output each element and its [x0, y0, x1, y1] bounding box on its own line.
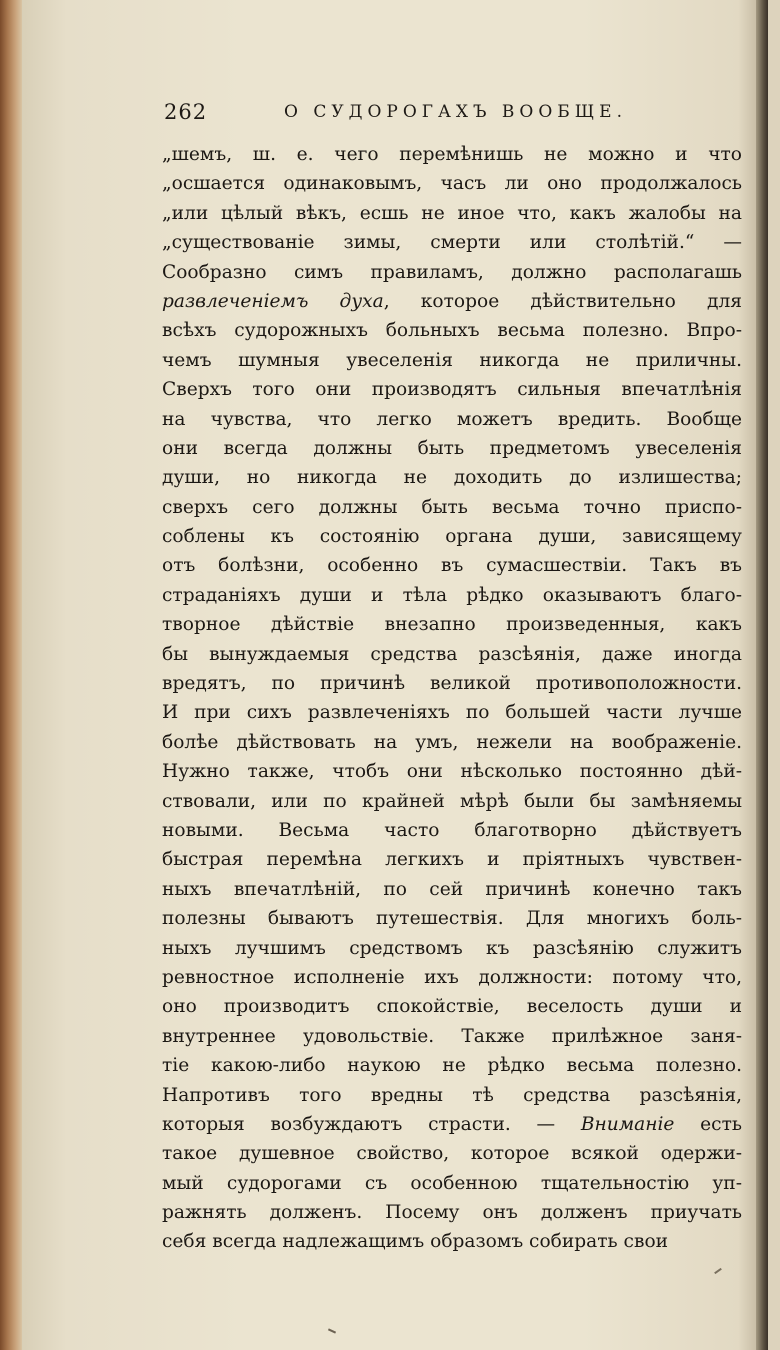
- text-segment: на чувства, что легко можетъ вредить. Вообще: [162, 408, 742, 430]
- text-line: [162, 1081, 742, 1110]
- text-segment: сверхъ сего должны быть весьма точно приспо-: [162, 496, 742, 518]
- text-segment: тіе какою-либо наукою не рѣдко весьма полезно.: [162, 1055, 742, 1077]
- text-segment: „существованіе зимы, смерти или столѣтій.“ —: [162, 232, 742, 254]
- page-gutter-shadow: [756, 0, 768, 1350]
- text-line: [162, 1022, 742, 1051]
- text-segment: болѣе дѣйствовать на умъ, нежели на воображеніе.: [162, 731, 742, 753]
- text-line: [162, 698, 742, 727]
- running-head: О СУДОРОГАХЪ ВООБЩЕ.: [284, 102, 627, 122]
- text-line: [162, 992, 742, 1021]
- text-line: [162, 346, 742, 375]
- text-segment: бы вынуждаемыя средства разсѣянія, даже иногда: [162, 643, 742, 665]
- text-segment: творное дѣйствіе внезапно произведенныя, какъ: [162, 614, 742, 636]
- text-line: [162, 669, 742, 698]
- text-segment: есть: [674, 1113, 742, 1135]
- text-segment: Напротивъ того вредны тѣ средства разсѣянія,: [162, 1084, 742, 1106]
- body-text: [162, 140, 742, 1257]
- text-line: [162, 375, 742, 404]
- text-segment: ствовали, или по крайней мѣрѣ были бы замѣняемы: [162, 790, 742, 812]
- text-line: [162, 1110, 742, 1139]
- text-line: [162, 581, 742, 610]
- text-line: [162, 728, 742, 757]
- text-line: [162, 787, 742, 816]
- text-line: [162, 757, 742, 786]
- page-number: 262: [164, 100, 208, 124]
- text-segment: соблены къ состоянію органа души, зависящему: [162, 526, 742, 548]
- text-segment: души, но никогда не доходить до излишества;: [162, 467, 742, 489]
- text-line: [162, 169, 742, 198]
- text-segment: быстрая перемѣна легкихъ и пріятныхъ чувствен-: [162, 849, 742, 871]
- text-segment: мый судорогами съ особенною тщательностію уп-: [162, 1172, 742, 1194]
- text-segment: полезны бываютъ путешествія. Для многихъ боль-: [162, 908, 742, 930]
- text-segment: всѣхъ судорожныхъ больныхъ весьма полезно. Впро-: [162, 320, 742, 342]
- text-line: [162, 963, 742, 992]
- text-segment: ныхъ лучшимъ средствомъ къ разсѣянію служитъ: [162, 937, 742, 959]
- text-segment: , которое дѣйствительно для: [383, 290, 742, 312]
- text-segment: отъ болѣзни, особенно въ сумасшествіи. Такъ въ: [162, 555, 742, 577]
- text-line: [162, 1051, 742, 1080]
- text-line: [162, 258, 742, 287]
- italic-emphasis: Вниманіе: [580, 1113, 675, 1135]
- text-line: [162, 1198, 742, 1227]
- text-segment: ныхъ впечатлѣній, по сей причинѣ конечно такъ: [162, 878, 742, 900]
- text-segment: ревностное исполненіе ихъ должности: потому что,: [162, 966, 742, 988]
- text-segment: „шемъ, ш. е. чего перемѣнишь не можно и что: [162, 144, 742, 165]
- text-segment: Сверхъ того они производятъ сильныя впечатлѣнія: [162, 379, 742, 401]
- text-line: [162, 228, 742, 257]
- text-segment: которыя возбуждаютъ страсти. —: [162, 1113, 581, 1135]
- italic-emphasis: развлеченіемъ духа: [162, 290, 384, 312]
- text-line: [162, 875, 742, 904]
- text-line: [162, 1227, 742, 1256]
- text-line: [162, 1169, 742, 1198]
- text-line: [162, 610, 742, 639]
- text-line: [162, 522, 742, 551]
- text-segment: новыми. Весьма часто благотворно дѣйствуетъ: [162, 819, 742, 841]
- text-segment: внутреннее удовольствіе. Также прилѣжное заня-: [162, 1025, 742, 1047]
- text-segment: страданіяхъ души и тѣла рѣдко оказываютъ благо-: [162, 584, 742, 606]
- text-segment: вредятъ, по причинѣ великой противоположности.: [162, 673, 742, 695]
- book-spine-edge: [0, 0, 22, 1350]
- text-line: [162, 287, 742, 316]
- text-segment: такое душевное свойство, которое всякой одержи-: [162, 1143, 742, 1165]
- text-line: [162, 845, 742, 874]
- page-header: [164, 100, 744, 130]
- text-line: [162, 551, 742, 580]
- text-segment: Нужно также, чтобъ они нѣсколько постоянно дѣй-: [162, 761, 742, 783]
- text-segment: они всегда должны быть предметомъ увеселенія: [162, 437, 742, 459]
- text-line: [162, 904, 742, 933]
- text-segment: чемъ шумныя увеселенія никогда не приличны.: [162, 349, 742, 371]
- text-line: [162, 816, 742, 845]
- text-line: [162, 493, 742, 522]
- text-segment: ражнять долженъ. Посему онъ долженъ приучать: [162, 1202, 742, 1224]
- text-line: [162, 405, 742, 434]
- text-line: [162, 640, 742, 669]
- text-line: [162, 1139, 742, 1168]
- text-segment: И при сихъ развлеченіяхъ по большей части лучше: [162, 702, 742, 724]
- text-segment: оно производитъ спокойствіе, веселость души и: [162, 996, 742, 1018]
- text-line: [162, 316, 742, 345]
- text-segment: „или цѣлый вѣкъ, есшь не иное что, какъ жалобы на: [162, 202, 742, 224]
- text-line: [162, 140, 742, 169]
- text-line: [162, 934, 742, 963]
- text-line: [162, 199, 742, 228]
- text-line: [162, 434, 742, 463]
- text-line: [162, 463, 742, 492]
- text-segment: „осшается одинаковымъ, часъ ли оно продолжалось: [162, 173, 742, 195]
- text-segment: Сообразно симъ правиламъ, должно располагашь: [162, 261, 742, 283]
- text-segment: себя всегда надлежащимъ образомъ собирать свои: [162, 1231, 669, 1253]
